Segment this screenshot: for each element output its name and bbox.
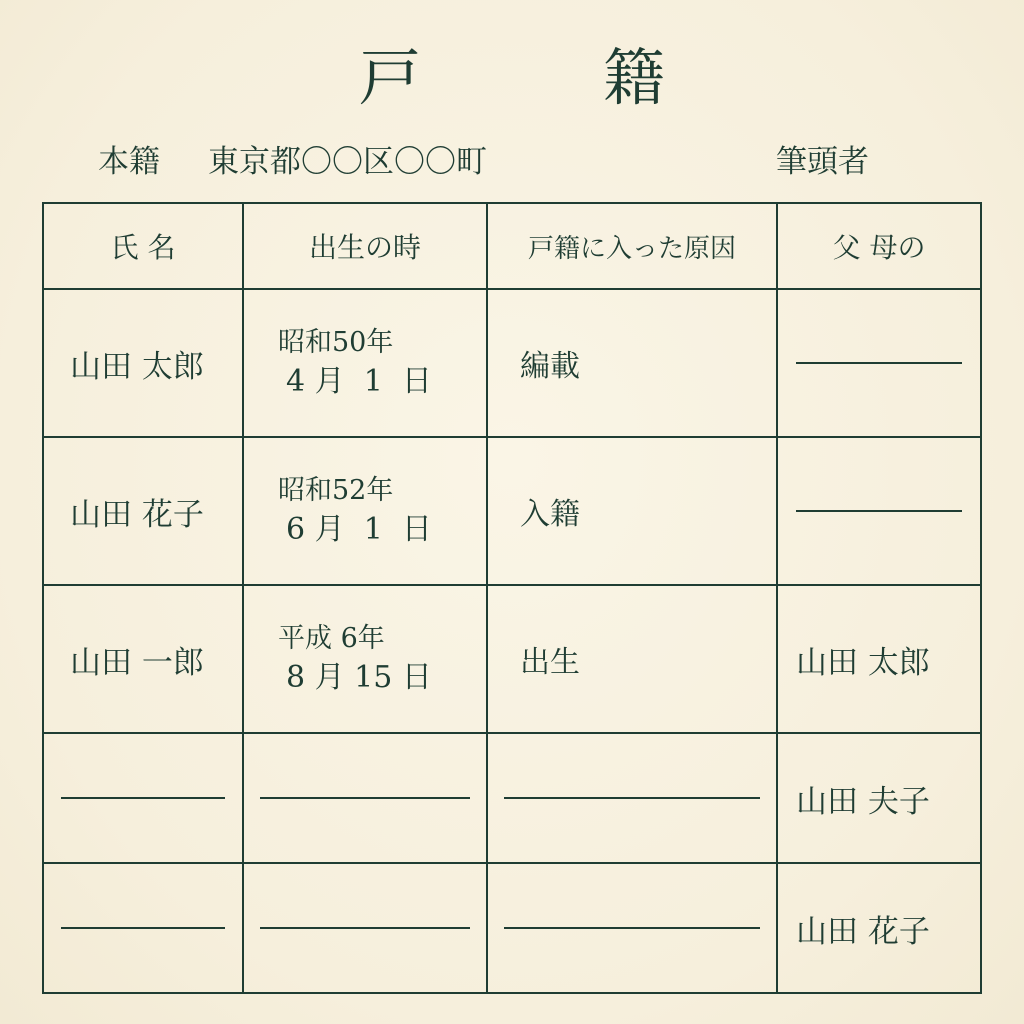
table-row bbox=[43, 289, 981, 437]
table-row bbox=[43, 437, 981, 585]
family-register-table bbox=[42, 202, 982, 994]
birth-month-day: 8 月 15 日 bbox=[286, 660, 432, 695]
header-reason: 戸籍に入った原因 bbox=[487, 203, 777, 289]
blank-line bbox=[796, 362, 962, 364]
table-row bbox=[43, 585, 981, 733]
name-cell: 山田 花子 bbox=[43, 437, 243, 585]
birth-cell bbox=[243, 585, 487, 733]
birth-cell bbox=[243, 437, 487, 585]
birth-cell bbox=[243, 289, 487, 437]
table-header-row bbox=[43, 203, 981, 289]
header-birth: 出生の時 bbox=[243, 203, 487, 289]
parent-cell bbox=[777, 437, 981, 585]
header-name: 氏 名 bbox=[43, 203, 243, 289]
birth-era-year: 平成 6年 bbox=[278, 623, 385, 654]
parent-cell: 山田 夫子 bbox=[777, 733, 981, 863]
document-title: 戸 籍 bbox=[358, 41, 725, 114]
blank-line bbox=[504, 797, 760, 799]
blank-line bbox=[504, 927, 760, 929]
head-person-label: 筆頭者 bbox=[776, 144, 869, 180]
name-cell: 山田 一郎 bbox=[43, 585, 243, 733]
blank-line bbox=[260, 797, 470, 799]
blank-line bbox=[61, 797, 225, 799]
birth-month-day: 6 月 1 日 bbox=[286, 512, 432, 547]
reason-cell: 編載 bbox=[487, 289, 777, 437]
reason-cell bbox=[487, 733, 777, 863]
parent-cell: 山田 太郎 bbox=[777, 585, 981, 733]
table-row bbox=[43, 733, 981, 863]
birth-cell bbox=[243, 733, 487, 863]
birth-cell bbox=[243, 863, 487, 993]
parent-cell bbox=[777, 289, 981, 437]
table-row bbox=[43, 863, 981, 993]
parent-cell: 山田 花子 bbox=[777, 863, 981, 993]
blank-line bbox=[61, 927, 225, 929]
name-cell bbox=[43, 733, 243, 863]
blank-line bbox=[796, 510, 962, 512]
header-parents: 父 母の bbox=[777, 203, 981, 289]
birth-month-day: 4 月 1 日 bbox=[286, 364, 432, 399]
honseki-label: 本籍 bbox=[98, 144, 160, 180]
blank-line bbox=[260, 927, 470, 929]
reason-cell: 入籍 bbox=[487, 437, 777, 585]
birth-era-year: 昭和50年 bbox=[278, 327, 394, 358]
reason-cell: 出生 bbox=[487, 585, 777, 733]
honseki-value: 東京都〇〇区〇〇町 bbox=[208, 144, 487, 180]
birth-era-year: 昭和52年 bbox=[278, 475, 394, 506]
name-cell bbox=[43, 863, 243, 993]
reason-cell bbox=[487, 863, 777, 993]
name-cell: 山田 太郎 bbox=[43, 289, 243, 437]
